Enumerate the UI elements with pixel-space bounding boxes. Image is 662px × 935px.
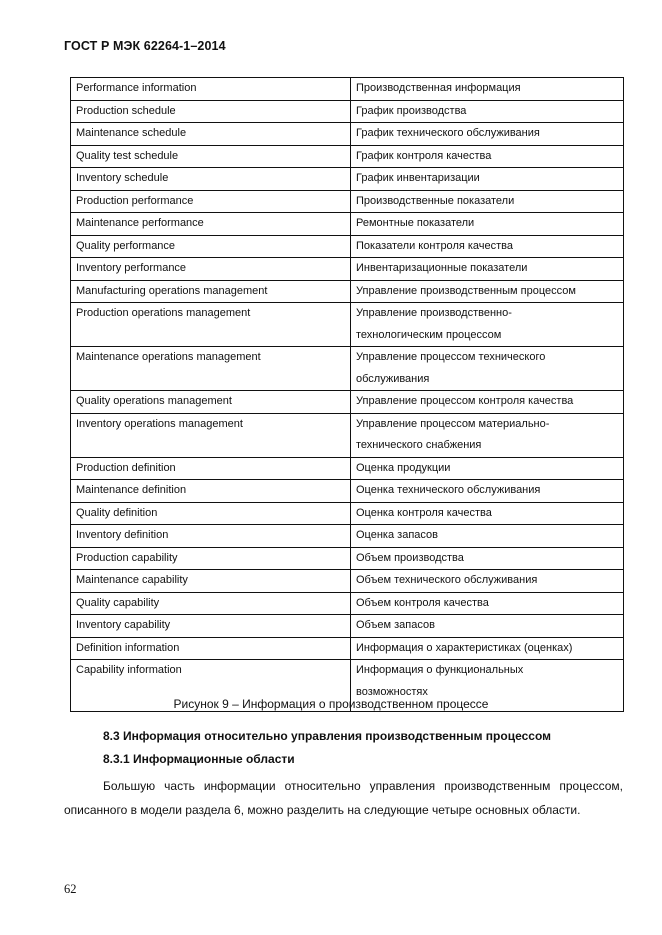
term-english: Quality operations management xyxy=(71,391,351,414)
term-english: Maintenance schedule xyxy=(71,123,351,146)
term-english: Production operations management xyxy=(71,303,351,347)
term-russian: График инвентаризации xyxy=(351,168,624,191)
term-russian-line-1: Управление процессом материально- xyxy=(356,417,550,430)
term-russian: Производственная информация xyxy=(351,78,624,101)
term-russian: График технического обслуживания xyxy=(351,123,624,146)
table-row xyxy=(71,391,624,414)
term-russian-line-2: обслуживания xyxy=(356,372,430,385)
table-row xyxy=(71,280,624,303)
term-english: Maintenance capability xyxy=(71,570,351,593)
term-english: Production definition xyxy=(71,457,351,480)
term-russian: Оценка запасов xyxy=(351,525,624,548)
term-english: Quality definition xyxy=(71,502,351,525)
term-russian: Показатели контроля качества xyxy=(351,235,624,258)
table-row xyxy=(71,235,624,258)
term-english: Maintenance performance xyxy=(71,213,351,236)
term-russian: Управление производственным процессом xyxy=(351,280,624,303)
term-english: Maintenance operations management xyxy=(71,347,351,391)
term-english: Inventory schedule xyxy=(71,168,351,191)
table-row xyxy=(71,570,624,593)
table-row xyxy=(71,615,624,638)
table-row xyxy=(71,145,624,168)
term-english: Inventory capability xyxy=(71,615,351,638)
term-russian: Оценка продукции xyxy=(351,457,624,480)
term-english: Maintenance definition xyxy=(71,480,351,503)
term-russian-line-1: Управление процессом технического xyxy=(356,351,546,363)
subsection-heading: 8.3.1 Информационные области xyxy=(103,752,295,766)
table-row xyxy=(71,413,624,457)
term-russian: Производственные показатели xyxy=(351,190,624,213)
table-row xyxy=(71,592,624,615)
table-row xyxy=(71,190,624,213)
term-russian: Оценка технического обслуживания xyxy=(351,480,624,503)
term-english: Definition information xyxy=(71,637,351,660)
term-russian: Управление процессом контроля качества xyxy=(351,391,624,414)
table-row xyxy=(71,502,624,525)
term-english: Inventory operations management xyxy=(71,413,351,457)
table-row xyxy=(71,547,624,570)
term-english: Manufacturing operations management xyxy=(71,280,351,303)
term-russian xyxy=(351,303,624,347)
term-russian-line-1: Информация о функциональных xyxy=(356,664,524,676)
term-english: Inventory definition xyxy=(71,525,351,548)
body-paragraph: Большую часть информации относительно управления производственным процессом, описанного в модели раздела 6, можно разделить на следующие четыре основных области. xyxy=(64,779,623,817)
term-russian: График производства xyxy=(351,100,624,123)
term-english: Inventory performance xyxy=(71,258,351,281)
terms-table xyxy=(70,77,624,712)
term-english: Quality performance xyxy=(71,235,351,258)
table-row xyxy=(71,123,624,146)
table-row xyxy=(71,525,624,548)
term-english: Production schedule xyxy=(71,100,351,123)
term-russian-line-1: Управление производственно- xyxy=(356,307,512,319)
table-row xyxy=(71,457,624,480)
term-english: Production capability xyxy=(71,547,351,570)
term-russian-line-2: возможностях xyxy=(356,685,428,698)
term-russian: Объем контроля качества xyxy=(351,592,624,615)
table-row xyxy=(71,303,624,347)
term-russian: Ремонтные показатели xyxy=(351,213,624,236)
term-russian xyxy=(351,413,624,457)
section-heading: 8.3 Информация относительно управления производственным процессом xyxy=(103,729,551,743)
figure-caption: Рисунок 9 – Информация о производственном процессе xyxy=(173,697,489,711)
table-row xyxy=(71,347,624,391)
term-russian: Объем технического обслуживания xyxy=(351,570,624,593)
term-russian: Инвентаризационные показатели xyxy=(351,258,624,281)
table-row xyxy=(71,168,624,191)
table-row xyxy=(71,100,624,123)
document-header: ГОСТ Р МЭК 62264-1–2014 xyxy=(64,39,226,53)
table-row xyxy=(71,78,624,101)
term-russian: Объем запасов xyxy=(351,615,624,638)
page-number: 62 xyxy=(64,882,77,896)
table-row xyxy=(71,480,624,503)
term-russian: Оценка контроля качества xyxy=(351,502,624,525)
term-english: Production performance xyxy=(71,190,351,213)
term-russian: График контроля качества xyxy=(351,145,624,168)
term-russian: Информация о характеристиках (оценках) xyxy=(351,637,624,660)
term-russian: Объем производства xyxy=(351,547,624,570)
term-english: Quality capability xyxy=(71,592,351,615)
table-row xyxy=(71,258,624,281)
term-english: Quality test schedule xyxy=(71,145,351,168)
term-english: Performance information xyxy=(71,78,351,101)
term-russian-line-2: технического снабжения xyxy=(356,439,482,451)
term-russian-line-2: технологическим процессом xyxy=(356,328,502,341)
table-row xyxy=(71,637,624,660)
term-english: Capability information xyxy=(71,660,351,712)
term-russian xyxy=(351,347,624,391)
table-row xyxy=(71,213,624,236)
